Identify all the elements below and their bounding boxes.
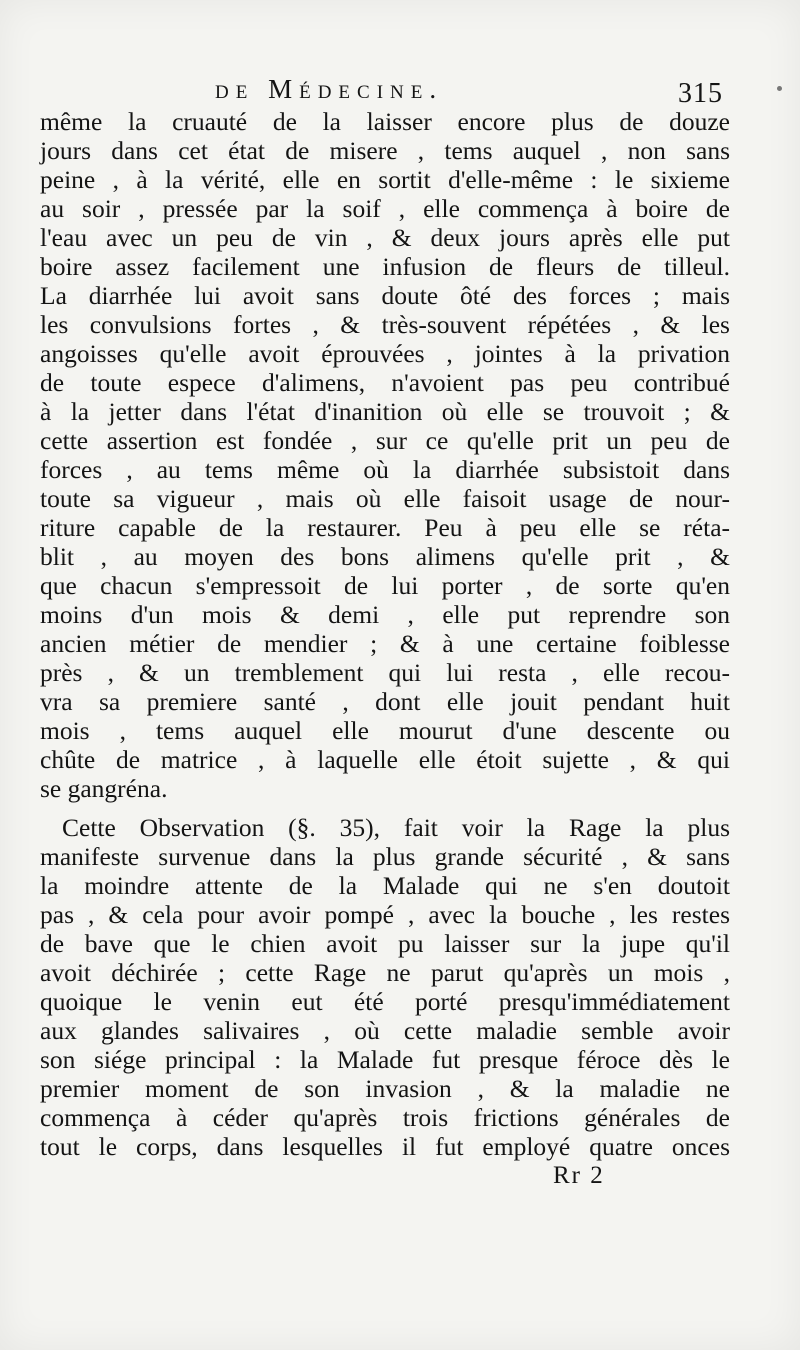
text-line: aux glandes salivaires , où cette maladie semble avoir xyxy=(40,1016,730,1045)
text-line: pas , & cela pour avoir pompé , avec la bouche , les restes xyxy=(40,900,730,929)
text-line: la moindre attente de la Malade qui ne s'en doutoit xyxy=(40,871,730,900)
text-line: l'eau avec un peu de vin , & deux jours après elle put xyxy=(40,223,730,252)
text-line: La diarrhée lui avoit sans doute ôté des forces ; mais xyxy=(40,281,730,310)
text-line: se gangréna. xyxy=(40,774,168,803)
text-line: commença à céder qu'après trois frictions générales de xyxy=(40,1103,730,1132)
body-text xyxy=(40,107,730,1161)
paragraph-gap xyxy=(40,803,730,813)
text-line: près , & un tremblement qui lui resta , elle recou- xyxy=(40,658,730,687)
running-head: de Médecine. xyxy=(215,74,444,104)
paragraph xyxy=(40,107,730,803)
text-line: de toute espece d'alimens, n'avoient pas peu contribué xyxy=(40,368,730,397)
text-line: mois , tems auquel elle mourut d'une descente ou xyxy=(40,716,730,745)
text-line: chûte de matrice , à laquelle elle étoit sujette , & qui xyxy=(40,745,730,774)
text-line: riture capable de la restaurer. Peu à peu elle se réta- xyxy=(40,513,730,542)
text-line: tout le corps, dans lesquelles il fut employé quatre onces xyxy=(40,1132,730,1161)
signature-mark: Rr 2 xyxy=(553,1162,605,1189)
ink-spot xyxy=(777,86,782,91)
text-line: au soir , pressée par la soif , elle commença à boire de xyxy=(40,194,730,223)
text-line: que chacun s'empressoit de lui porter , de sorte qu'en xyxy=(40,571,730,600)
text-line: ancien métier de mendier ; & à une certaine foiblesse xyxy=(40,629,730,658)
text-line: forces , au tems même où la diarrhée subsistoit dans xyxy=(40,455,730,484)
text-line: peine , à la vérité, elle en sortit d'elle-même : le sixieme xyxy=(40,165,730,194)
text-line: toute sa vigueur , mais où elle faisoit usage de nour- xyxy=(40,484,730,513)
text-line: cette assertion est fondée , sur ce qu'elle prit un peu de xyxy=(40,426,730,455)
text-line: même la cruauté de la laisser encore plus de douze xyxy=(40,107,730,136)
page-number: 315 xyxy=(678,78,723,109)
text-line: quoique le venin eut été porté presqu'immédiatement xyxy=(40,987,730,1016)
text-line: à la jetter dans l'état d'inanition où elle se trouvoit ; & xyxy=(40,397,730,426)
text-line: moins d'un mois & demi , elle put reprendre son xyxy=(40,600,730,629)
text-line: Cette Observation (§. 35), fait voir la Rage la plus xyxy=(62,813,730,842)
text-line: les convulsions fortes , & très-souvent répétées , & les xyxy=(40,310,730,339)
text-line: angoisses qu'elle avoit éprouvées , jointes à la privation xyxy=(40,339,730,368)
paragraph xyxy=(40,813,730,1161)
text-line: de bave que le chien avoit pu laisser sur la jupe qu'il xyxy=(40,929,730,958)
text-line: avoit déchirée ; cette Rage ne parut qu'après un mois , xyxy=(40,958,730,987)
text-line: son siége principal : la Malade fut presque féroce dès le xyxy=(40,1045,730,1074)
text-line: blit , au moyen des bons alimens qu'elle prit , & xyxy=(40,542,730,571)
text-line: premier moment de son invasion , & la maladie ne xyxy=(40,1074,730,1103)
text-line: boire assez facilement une infusion de fleurs de tilleul. xyxy=(40,252,730,281)
text-line: jours dans cet état de misere , tems auquel , non sans xyxy=(40,136,730,165)
text-line: vra sa premiere santé , dont elle jouit pendant huit xyxy=(40,687,730,716)
text-line: manifeste survenue dans la plus grande sécurité , & sans xyxy=(40,842,730,871)
